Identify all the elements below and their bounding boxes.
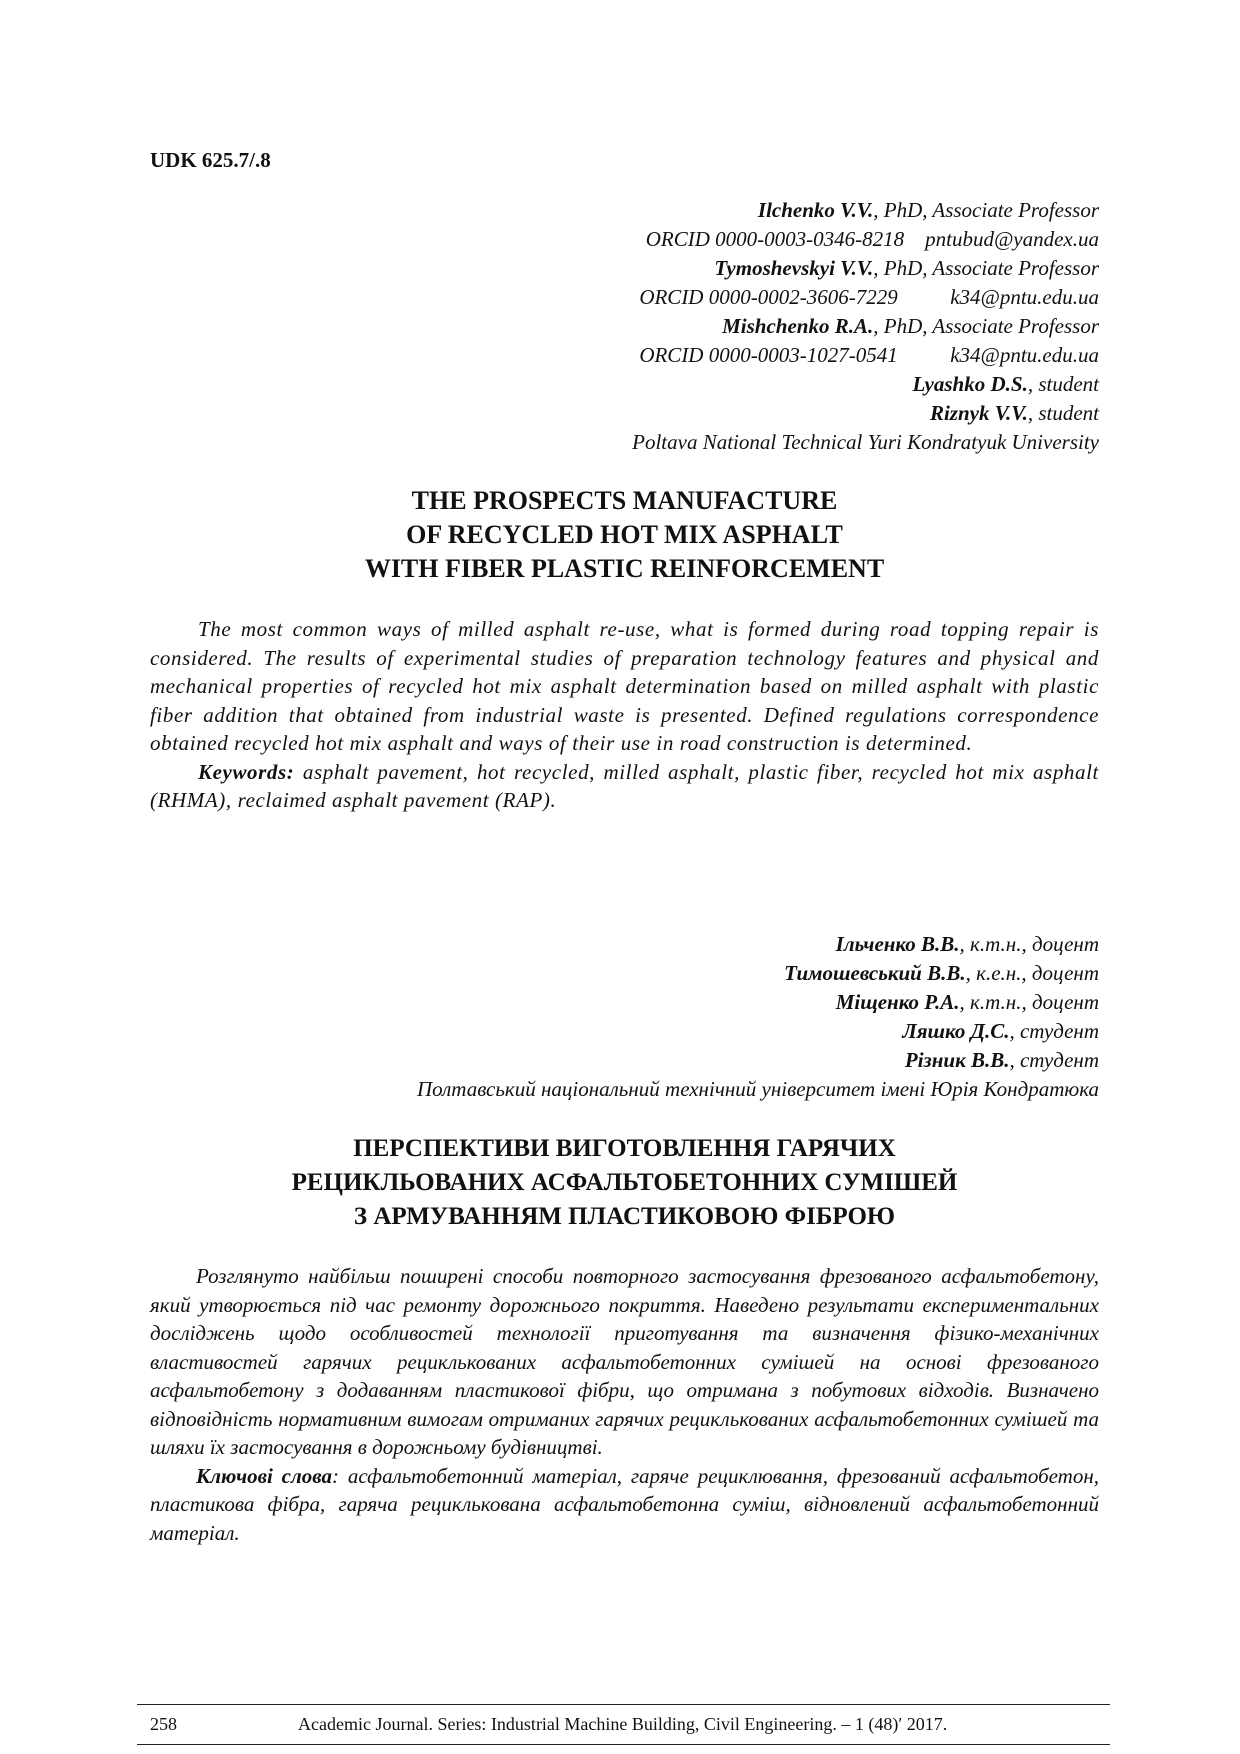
affiliation-ua: Полтавський національний технічний університет імені Юрія Кондратюка: [416, 1077, 1099, 1101]
abstract-en-text: The most common ways of milled asphalt re-use, what is formed during road topping repair is considered. The results of experimental studies of preparation technology features and physical and mechanical properties of recycled hot mix asphalt determination based on milled asphalt with plastic fiber addition that obtained from industrial waste is presented. Defined regulations correspondence obtained recycled hot mix asphalt and ways of their use in road construction is determined.: [150, 617, 1099, 755]
orcid-line: ORCID 0000-0003-0346-8218 pntubud@yandex.ua: [645, 227, 1099, 251]
abstract-ua: [150, 1262, 1099, 1547]
footer-bottom-rule: [137, 1744, 1110, 1745]
orcid-line: ORCID 0000-0003-1027-0541 k34@pntu.edu.ua: [639, 343, 1099, 367]
author-line: Тимошевський В.В., к.е.н., доцент: [784, 961, 1099, 985]
author-line: Tymoshevskyi V.V., PhD, Associate Professor: [714, 256, 1099, 280]
author-line: Lyashko D.S., student: [912, 372, 1099, 396]
abstract-ua-text: Розглянуто найбільш поширені способи повторного застосування фрезованого асфальтобетону, який утворюється під час ремонту дорожнього покриття. Наведено результати експериментальних досліджень щодо особливостей технології приготування та визначення фізико-механічних властивостей гарячих рециклькованих асфальтобетонних сумішей на основі фрезованого асфальтобетону з додаванням пластикової фібри, що отримана з побутових відходів. Визначено відповідність нормативним вимогам отриманих гарячих рециклькованих асфальтобетонних сумішей та шляхи їх застосування в дорожньому будівництві.: [150, 1264, 1099, 1459]
affiliation-en: Poltava National Technical Yuri Kondratyuk University: [632, 430, 1099, 454]
author-line: Міщенко Р.А., к.т.н., доцент: [835, 990, 1099, 1014]
footer-top-rule: [137, 1704, 1110, 1705]
authors-en: [399, 196, 1099, 457]
author-line: Різник В.В., студент: [904, 1048, 1099, 1072]
keywords-en: Keywords: asphalt pavement, hot recycled, milled asphalt, plastic fiber, recycled hot mix asphalt (RHMA), reclaimed asphalt pavement (RAP).: [150, 759, 1099, 812]
paper-title-en: THE PROSPECTS MANUFACTURE OF RECYCLED HOT MIX ASPHALT WITH FIBER PLASTIC REINFORCEMENT: [364, 486, 885, 583]
page-number: 258: [150, 1714, 177, 1734]
author-line: Mishchenko R.A., PhD, Associate Professor: [722, 314, 1099, 338]
journal-reference: Academic Journal. Series: Industrial Machine Building, Civil Engineering. – 1 (48)′ 2017.: [298, 1714, 948, 1734]
author-line: Ільченко В.В., к.т.н., доцент: [835, 932, 1099, 956]
orcid-line: ORCID 0000-0002-3606-7229 k34@pntu.edu.ua: [639, 285, 1099, 309]
abstract-en: [150, 615, 1099, 815]
udk-code: UDK 625.7/.8: [150, 148, 271, 172]
author-line: Riznyk V.V., student: [929, 401, 1099, 425]
keywords-ua: Ключові слова: асфальтобетонний матеріал, гаряче рециклювання, фрезований асфальтобетон, пластикова фібра, гаряча рециклькована асфальтобетонна суміш, відновлений асфальтобетонний матеріал.: [150, 1463, 1100, 1545]
paper-title-ua: ПЕРСПЕКТИВИ ВИГОТОВЛЕННЯ ГАРЯЧИХ РЕЦИКЛЬОВАНИХ АСФАЛЬТОБЕТОННИХ СУМІШЕЙ З АРМУВАННЯМ ПЛАСТИКОВОЮ ФІБРОЮ: [291, 1135, 958, 1230]
author-line: Ляшко Д.С., студент: [902, 1019, 1099, 1043]
author-line: Ilchenko V.V., PhD, Associate Professor: [757, 198, 1099, 222]
authors-ua: [199, 930, 1099, 1104]
